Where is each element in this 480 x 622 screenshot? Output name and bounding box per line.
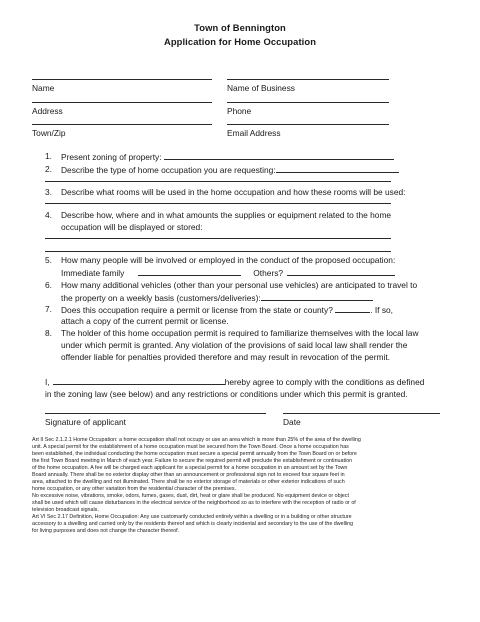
business-name-label: Name of Business: [227, 83, 295, 93]
q1-label: [61, 151, 394, 162]
email-label: Email Address: [227, 128, 281, 138]
q2-number: 2.: [45, 164, 52, 174]
q7-line2: attach a copy of the current permit or license.: [61, 316, 229, 326]
town-zip-line[interactable]: [32, 124, 212, 125]
agreement-line1: [45, 376, 424, 387]
q8-line3: offender liable for penalties provided therefore and may result in revocation of the permit.: [61, 352, 390, 362]
town-title: Town of Bennington: [194, 22, 286, 33]
signature-line[interactable]: [45, 413, 266, 414]
applicant-name-field[interactable]: [53, 376, 225, 385]
q4-line1: Describe how, where and in what amounts the supplies or equipment related to the home: [61, 210, 392, 220]
note-line-11: television broadcast signals.: [32, 507, 99, 513]
q8-line2: under which permit is granted. Any violation of the provisions of said local law shall render the: [61, 340, 408, 350]
note-line-9: No excessive noise, vibrations, smoke, odors, fumes, gases, dust, dirt, heat or glare shall be produced. No equipment device or object: [32, 493, 349, 499]
name-line[interactable]: [32, 79, 212, 80]
q7-text: Does this occupation require a permit or license from the state or county?: [61, 305, 333, 315]
q3-number: 3.: [45, 187, 52, 197]
zoning-field[interactable]: [164, 151, 394, 160]
note-line-13: accessory to a dwelling and carried only by the residents thereof and which is clearly incidental and secondary to the use of the dwelling: [32, 521, 354, 527]
state-permit-field[interactable]: [335, 304, 370, 313]
phone-line[interactable]: [227, 102, 389, 103]
note-line-2: unit. A special permit for the establishment of a home occupation must be secured from the Town Board. Once a home occupation has: [32, 444, 349, 450]
agreement-i: I,: [45, 377, 50, 387]
email-line[interactable]: [227, 124, 389, 125]
q7-line1: [61, 304, 393, 315]
business-name-line[interactable]: [227, 79, 389, 80]
note-line-12: Art VI Sec 2.17 Definition, Home Occupation: Any use customarily conducted entirely within a dwelling or in a building or other structure: [32, 514, 352, 520]
signature-label: Signature of applicant: [45, 417, 127, 427]
others-label: Others?: [253, 268, 284, 278]
q7-number: 7.: [45, 304, 52, 314]
q5-line1: How many people will be involved or employed in the conduct of the proposed occupation:: [61, 255, 396, 265]
q4-answer-line-1[interactable]: [45, 238, 391, 239]
q8-line1: The holder of this home occupation permit is required to familiarize themselves with the local law: [61, 328, 419, 338]
q2-extra-line[interactable]: [45, 181, 391, 182]
name-label: Name: [32, 83, 55, 93]
q1-number: 1.: [45, 151, 52, 161]
agreement-line2: in the zoning law (see below) and any restrictions or conditions under which this permit is granted.: [45, 389, 408, 399]
date-line[interactable]: [283, 413, 440, 414]
phone-label: Phone: [227, 106, 252, 116]
q6-line1: How many additional vehicles (other than your personal use vehicles) are anticipated to travel to: [61, 280, 418, 290]
others-field[interactable]: [287, 267, 395, 276]
note-line-6: Board annually. There shall be no exterior display other than an announcement or professional sign not to exceed four square feet in: [32, 472, 345, 478]
q6-number: 6.: [45, 280, 52, 290]
q3-text: Describe what rooms will be used in the home occupation and how these rooms will be used:: [61, 187, 406, 197]
note-line-10: shall be used which will cause disturbances in the electrical service of the neighborhood so as to interfere with the reception of radio or of: [32, 500, 356, 506]
town-zip-label: Town/Zip: [32, 128, 66, 138]
q6-line2-text: the property on a weekly basis (customers/deliveries):: [61, 293, 261, 303]
q4-line2: occupation will be displayed or stored:: [61, 222, 203, 232]
q5-line2: [61, 267, 395, 278]
address-line[interactable]: [32, 102, 212, 103]
address-label: Address: [32, 106, 63, 116]
q4-answer-line-2[interactable]: [45, 251, 391, 252]
note-line-7: area, attached to the dwelling and not illuminated. There shall be no exterior storage of materials or other exterior indications of such: [32, 479, 345, 485]
q1-text: Present zoning of property:: [61, 152, 162, 162]
note-line-8: home occupation, or any other variation from the residential character of the premises.: [32, 486, 237, 492]
q5-number: 5.: [45, 255, 52, 265]
immediate-family-label: Immediate family: [61, 268, 125, 278]
date-label: Date: [283, 417, 301, 427]
q6-line2: [61, 292, 373, 303]
q2-label: [61, 164, 399, 175]
q3-answer-line[interactable]: [45, 203, 391, 204]
immediate-family-field[interactable]: [138, 267, 241, 276]
form-title: Application for Home Occupation: [163, 36, 317, 47]
q8-number: 8.: [45, 328, 52, 338]
q7-if-so: . If so,: [370, 305, 393, 315]
occupation-type-field[interactable]: [276, 164, 399, 173]
note-line-14: for living purposes and does not change the character thereof.: [32, 528, 180, 534]
note-line-4: the first Town Board meeting in March of each year. Failure to secure the required permit will preclude the establishment or continuation: [32, 458, 353, 464]
q4-number: 4.: [45, 210, 52, 220]
note-line-1: Art II Sec 2.1.2.1 Home Occupation: a home occupation shall not occupy or use an area which is more than 25% of the area of the dwelling: [32, 437, 361, 443]
note-line-5: of the home occupation. A fee will be charged each applicant for a special permit for a home occupation in an amount set by the Town: [32, 465, 348, 471]
vehicles-field[interactable]: [261, 292, 373, 301]
agreement-text-1: hereby agree to comply with the conditions as defined: [224, 377, 425, 387]
note-line-3: been established, the individual conducting the home occupation must secure a special permit annually from the Town Board on or before: [32, 451, 357, 457]
q2-text: Describe the type of home occupation you are requesting:: [61, 165, 276, 175]
